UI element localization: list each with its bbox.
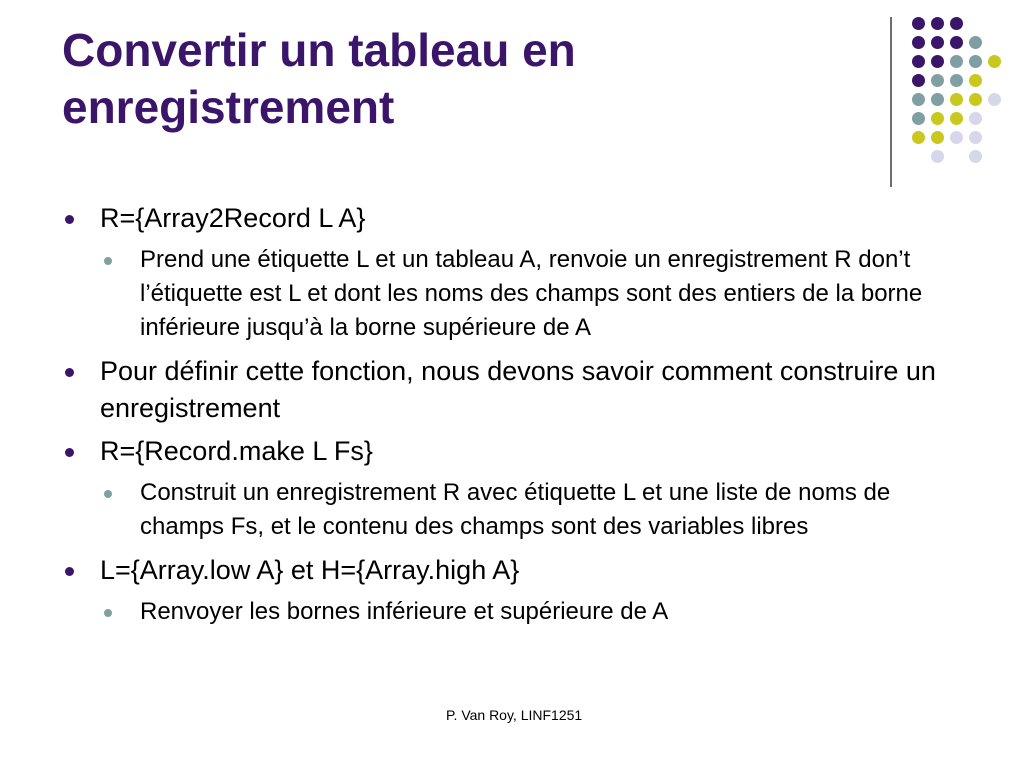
dot-purple: [931, 17, 944, 30]
dot-lavender: [969, 112, 982, 125]
bullet-text: L={Array.low A} et H={Array.high A}: [100, 555, 520, 585]
dot-yellow: [969, 93, 982, 106]
sub-bullet-text: Prend une étiquette L et un tableau A, renvoie un enregistrement R don’t l’étiquette est L et dont les noms des champs sont des entiers de la borne inférieure jusqu’à la borne supérieure de A: [140, 246, 923, 341]
bullet-item: [62, 433, 962, 470]
sub-bullet-item: [100, 476, 962, 544]
dot-yellow: [912, 131, 925, 144]
bullet-item: [62, 353, 962, 427]
slide-footer: P. Van Roy, LINF1251: [446, 707, 583, 723]
slide-title: [62, 22, 842, 136]
dot-yellow: [969, 74, 982, 87]
title-divider-line: [890, 17, 892, 187]
dot-teal: [950, 55, 963, 68]
dot-yellow: [950, 112, 963, 125]
bullet-item: [62, 200, 962, 237]
dot-teal: [969, 36, 982, 49]
bullet-item: [62, 552, 962, 589]
bullet-dot-icon: [65, 368, 74, 377]
dot-purple: [931, 36, 944, 49]
dot-purple: [931, 55, 944, 68]
sub-bullet-item: [100, 243, 962, 345]
sub-bullet-dot-icon: [104, 257, 112, 265]
dot-purple: [950, 17, 963, 30]
dot-purple: [912, 17, 925, 30]
dot-teal: [912, 112, 925, 125]
dot-purple: [912, 74, 925, 87]
bullet-dot-icon: [65, 215, 74, 224]
dot-lavender: [950, 131, 963, 144]
dot-teal: [931, 93, 944, 106]
dot-teal: [931, 74, 944, 87]
dot-lavender: [988, 93, 1001, 106]
dot-lavender: [931, 150, 944, 163]
sub-bullet-dot-icon: [104, 609, 112, 617]
sub-bullet-item: [100, 595, 962, 629]
bullet-text: R={Record.make L Fs}: [100, 436, 373, 466]
dot-lavender: [969, 150, 982, 163]
dot-purple: [950, 36, 963, 49]
dot-teal: [950, 74, 963, 87]
dot-yellow: [950, 93, 963, 106]
bullet-dot-icon: [65, 567, 74, 576]
slide-body: [62, 200, 962, 637]
sub-bullet-dot-icon: [104, 490, 112, 498]
bullet-text: Pour définir cette fonction, nous devons savoir comment construire un enregistrement: [100, 356, 936, 423]
dot-teal: [912, 93, 925, 106]
slide-title-line-2: enregistrement: [62, 81, 395, 133]
dot-yellow: [988, 55, 1001, 68]
bullet-dot-icon: [65, 448, 74, 457]
dot-yellow: [931, 112, 944, 125]
sub-bullet-text: Construit un enregistrement R avec étiquette L et une liste de noms de champs Fs, et le contenu des champs sont des variables libres: [140, 479, 891, 540]
dot-yellow: [931, 131, 944, 144]
dot-teal: [969, 55, 982, 68]
bullet-text: R={Array2Record L A}: [100, 203, 366, 233]
slide-title-line-1: Convertir un tableau en: [62, 24, 576, 76]
sub-bullet-text: Renvoyer les bornes inférieure et supérieure de A: [140, 598, 669, 625]
dot-purple: [912, 55, 925, 68]
dot-lavender: [969, 131, 982, 144]
dot-purple: [912, 36, 925, 49]
